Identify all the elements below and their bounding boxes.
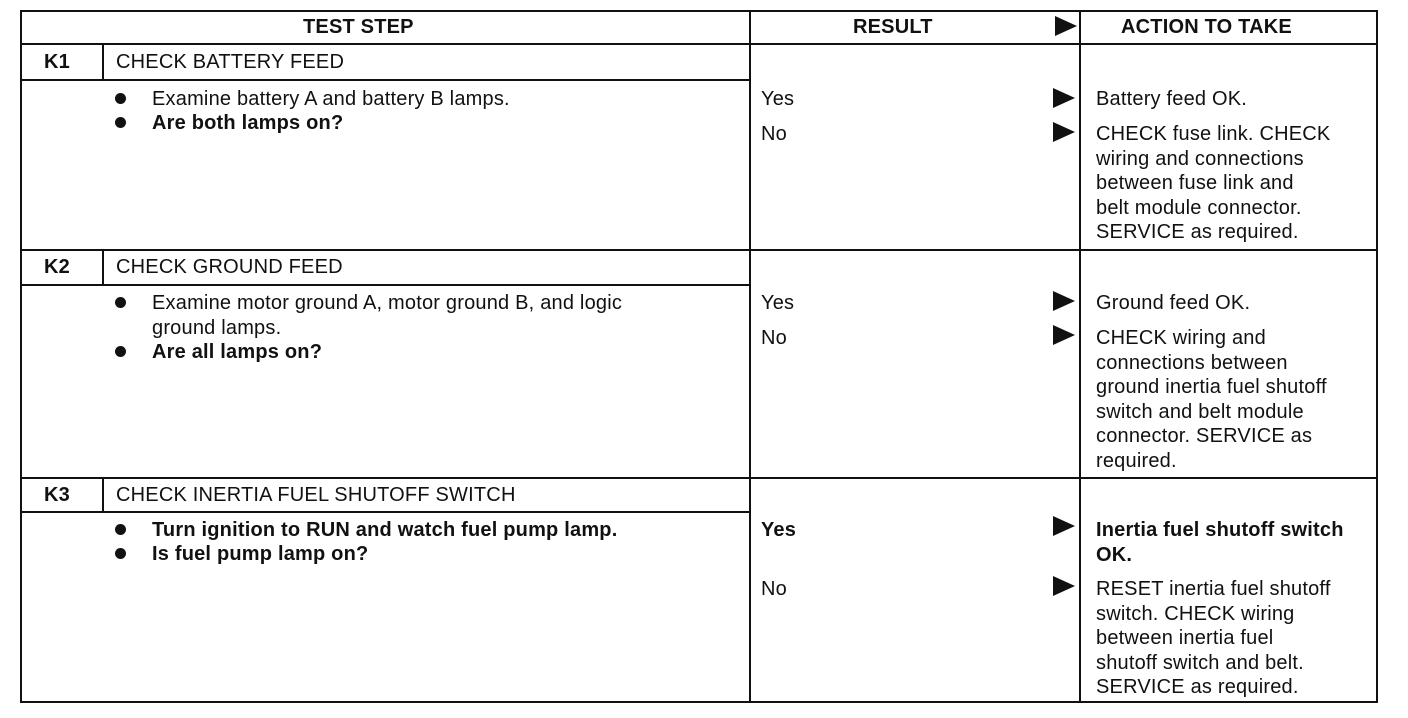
- action-column-border: [1079, 10, 1081, 703]
- header-action-to-take: ACTION TO TAKE: [1121, 16, 1292, 38]
- k1-action-no-line-5: SERVICE as required.: [1096, 221, 1299, 243]
- k2-title: CHECK GROUND FEED: [116, 256, 343, 278]
- k1-title-underline: [20, 79, 750, 81]
- k3-yes-arrow-icon: [1053, 516, 1075, 536]
- k1-action-no-line-1: CHECK fuse link. CHECK: [1096, 123, 1331, 145]
- k3-action-yes-line-2: OK.: [1096, 543, 1133, 566]
- k2-action-no-line-6: required.: [1096, 449, 1177, 472]
- header-divider: [20, 43, 1378, 45]
- k2-action-yes: Ground feed OK.: [1096, 292, 1251, 314]
- k2-no-arrow-icon: [1053, 325, 1075, 345]
- k3-result-yes: Yes: [761, 519, 797, 541]
- k2-action-no-line-3: ground inertia fuel shutoff: [1096, 376, 1327, 398]
- k3-no-arrow-icon: [1053, 576, 1075, 596]
- k2-result-no: No: [761, 327, 787, 349]
- k3-id: K3: [44, 484, 70, 506]
- row-divider-k3: [20, 477, 1378, 479]
- k2-id-border: [102, 250, 104, 285]
- k2-action-no-line-1: CHECK wiring and: [1096, 327, 1266, 349]
- k3-id-border: [102, 478, 104, 512]
- k3-action-no-line-3: between inertia fuel: [1096, 627, 1274, 649]
- k3-title-underline: [20, 511, 750, 513]
- k1-bullet-1: Examine battery A and battery B lamps.: [152, 88, 510, 110]
- k3-title: CHECK INERTIA FUEL SHUTOFF SWITCH: [116, 484, 516, 506]
- k1-id-border: [102, 44, 104, 80]
- k1-result-no: No: [761, 123, 787, 145]
- k2-bullet-icon-1: [115, 297, 126, 308]
- k3-bullet-1: Turn ignition to RUN and watch fuel pump lamp.: [152, 519, 618, 541]
- k1-bullet-icon-2: [115, 117, 126, 128]
- k3-result-no: No: [761, 578, 787, 600]
- result-column-border: [749, 10, 751, 703]
- k2-title-underline: [20, 284, 750, 286]
- k3-action-yes-line-1: Inertia fuel shutoff switch: [1096, 519, 1344, 541]
- k2-bullet-1-line-2: ground lamps.: [152, 316, 282, 339]
- k2-bullet-2: Are all lamps on?: [152, 341, 323, 363]
- k2-bullet-1-line-1: Examine motor ground A, motor ground B, and logic: [152, 292, 623, 314]
- k1-bullet-icon-1: [115, 93, 126, 104]
- k1-title: CHECK BATTERY FEED: [116, 51, 345, 73]
- k2-action-no-line-4: switch and belt module: [1096, 400, 1304, 423]
- k1-action-yes: Battery feed OK.: [1096, 88, 1248, 110]
- header-test-step: TEST STEP: [303, 16, 414, 38]
- k2-action-no-line-5: connector. SERVICE as: [1096, 425, 1313, 447]
- k2-id: K2: [44, 256, 70, 278]
- k1-action-no-line-3: between fuse link and: [1096, 172, 1294, 194]
- k3-action-no-line-1: RESET inertia fuel shutoff: [1096, 578, 1331, 600]
- k3-bullet-icon-1: [115, 524, 126, 535]
- header-arrow-icon: [1055, 16, 1077, 36]
- k1-bullet-2: Are both lamps on?: [152, 112, 344, 134]
- k3-action-no-line-5: SERVICE as required.: [1096, 676, 1299, 698]
- k1-action-no-line-4: belt module connector.: [1096, 196, 1302, 219]
- k3-bullet-2: Is fuel pump lamp on?: [152, 543, 369, 565]
- k1-result-yes: Yes: [761, 88, 795, 110]
- k2-bullet-icon-2: [115, 346, 126, 357]
- k2-yes-arrow-icon: [1053, 291, 1075, 311]
- k1-id: K1: [44, 51, 70, 73]
- k1-action-no-line-2: wiring and connections: [1096, 147, 1304, 170]
- header-result: RESULT: [853, 16, 933, 38]
- k3-action-no-line-4: shutoff switch and belt.: [1096, 651, 1304, 674]
- k2-result-yes: Yes: [761, 292, 795, 314]
- k3-action-no-line-2: switch. CHECK wiring: [1096, 602, 1295, 625]
- k3-bullet-icon-2: [115, 548, 126, 559]
- k1-yes-arrow-icon: [1053, 88, 1075, 108]
- k2-action-no-line-2: connections between: [1096, 351, 1288, 374]
- row-divider-k2: [20, 249, 1378, 251]
- k1-no-arrow-icon: [1053, 122, 1075, 142]
